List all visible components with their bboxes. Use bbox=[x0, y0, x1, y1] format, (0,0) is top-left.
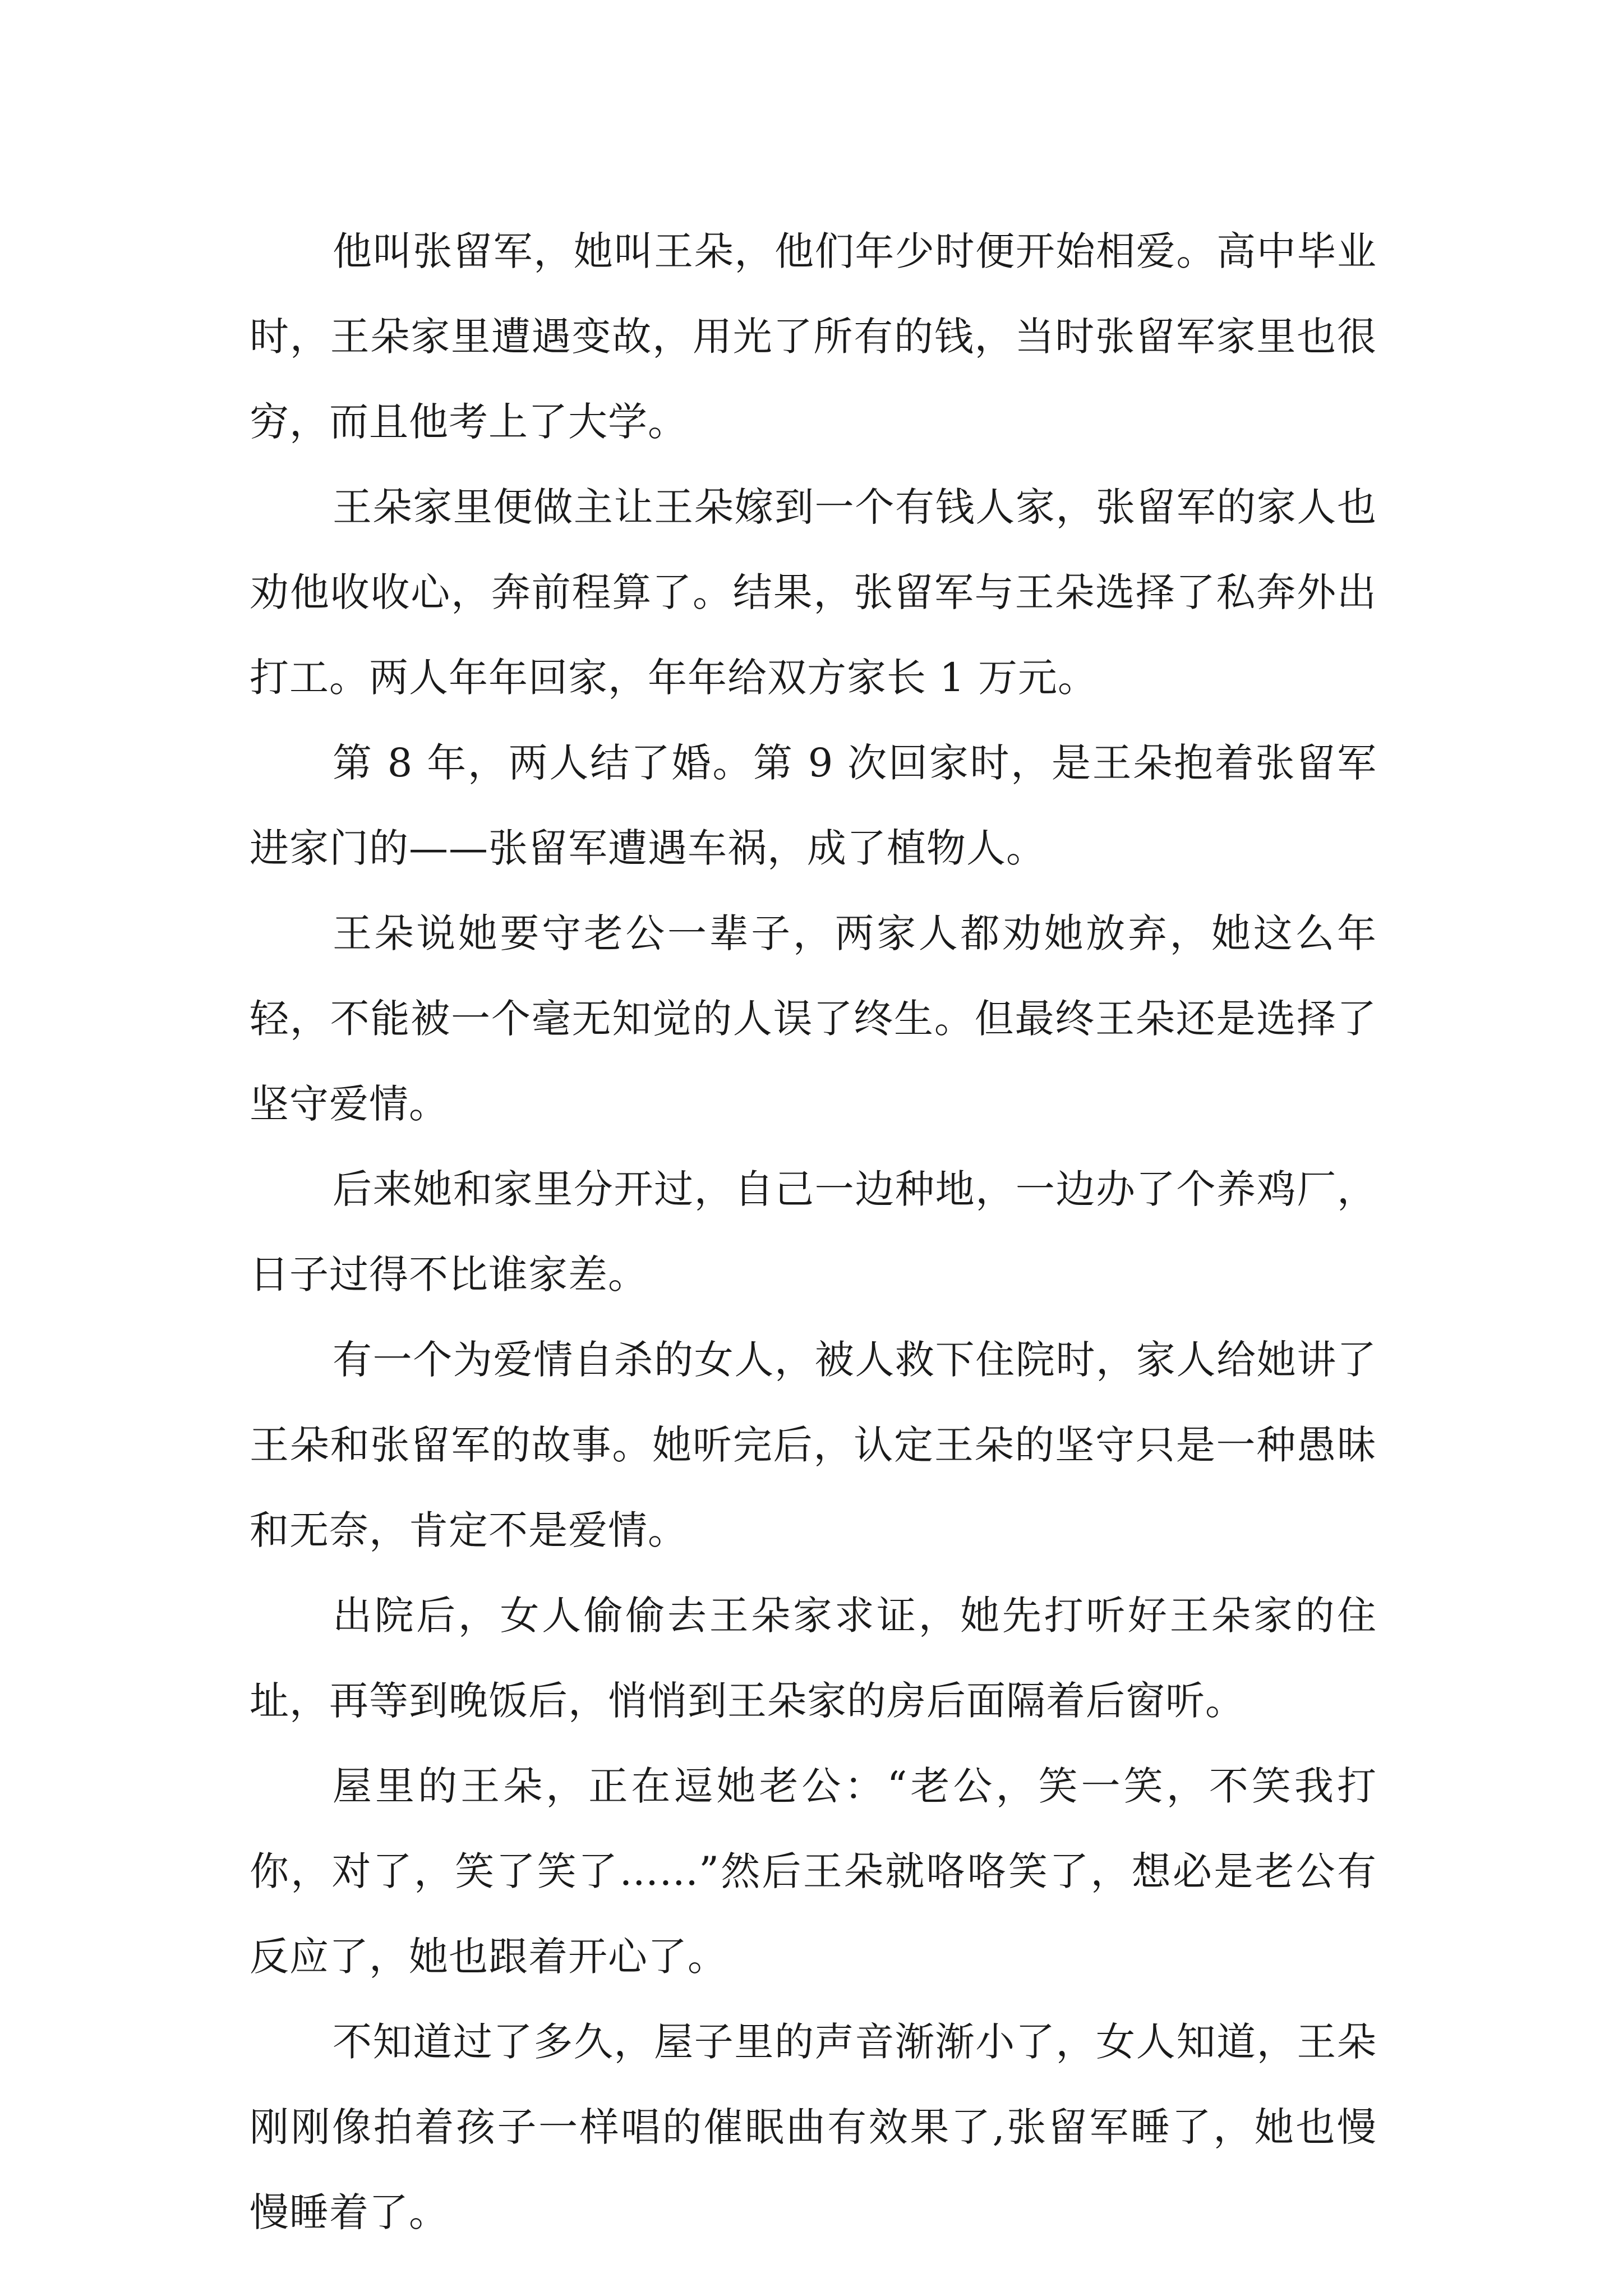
paragraph: 他叫张留军，她叫王朵，他们年少时便开始相爱。高中毕业时，王朵家里遭遇变故，用光了所有的钱，当时张留军家里也很穷，而且他考上了大学。 bbox=[250, 228, 1377, 445]
paragraph: 有一个为爱情自杀的女人，被人救下住院时，家人给她讲了王朵和张留军的故事。她听完后，认定王朵的坚守只是一种愚昧和无奈，肯定不是爱情。 bbox=[250, 1337, 1377, 1553]
article-body bbox=[250, 209, 1377, 2255]
paragraph: 屋里的王朵，正在逗她老公：“老公，笑一笑，不笑我打你，对了，笑了笑了……”然后王朵就咯咯笑了，想必是老公有反应了，她也跟着开心了。 bbox=[250, 1763, 1377, 1980]
paragraph: 不知道过了多久，屋子里的声音渐渐小了，女人知道，王朵刚刚像拍着孩子一样唱的催眠曲有效果了,张留军睡了，她也慢慢睡着了。 bbox=[250, 2019, 1377, 2235]
paragraph: 第 8 年，两人结了婚。第 9 次回家时，是王朵抱着张留军进家门的——张留军遭遇车祸，成了植物人。 bbox=[250, 740, 1377, 871]
paragraph: 出院后，女人偷偷去王朵家求证，她先打听好王朵家的住址，再等到晚饭后，悄悄到王朵家的房后面隔着后窗听。 bbox=[250, 1593, 1377, 1724]
paragraph: 王朵家里便做主让王朵嫁到一个有钱人家，张留军的家人也劝他收收心，奔前程算了。结果，张留军与王朵选择了私奔外出打工。两人年年回家，年年给双方家长 1 万元。 bbox=[250, 484, 1377, 701]
paragraph: 王朵说她要守老公一辈子，两家人都劝她放弃，她这么年轻，不能被一个毫无知觉的人误了终生。但最终王朵还是选择了坚守爱情。 bbox=[250, 910, 1377, 1127]
paragraph: 后来她和家里分开过，自己一边种地，一边办了个养鸡厂，日子过得不比谁家差。 bbox=[250, 1166, 1377, 1297]
